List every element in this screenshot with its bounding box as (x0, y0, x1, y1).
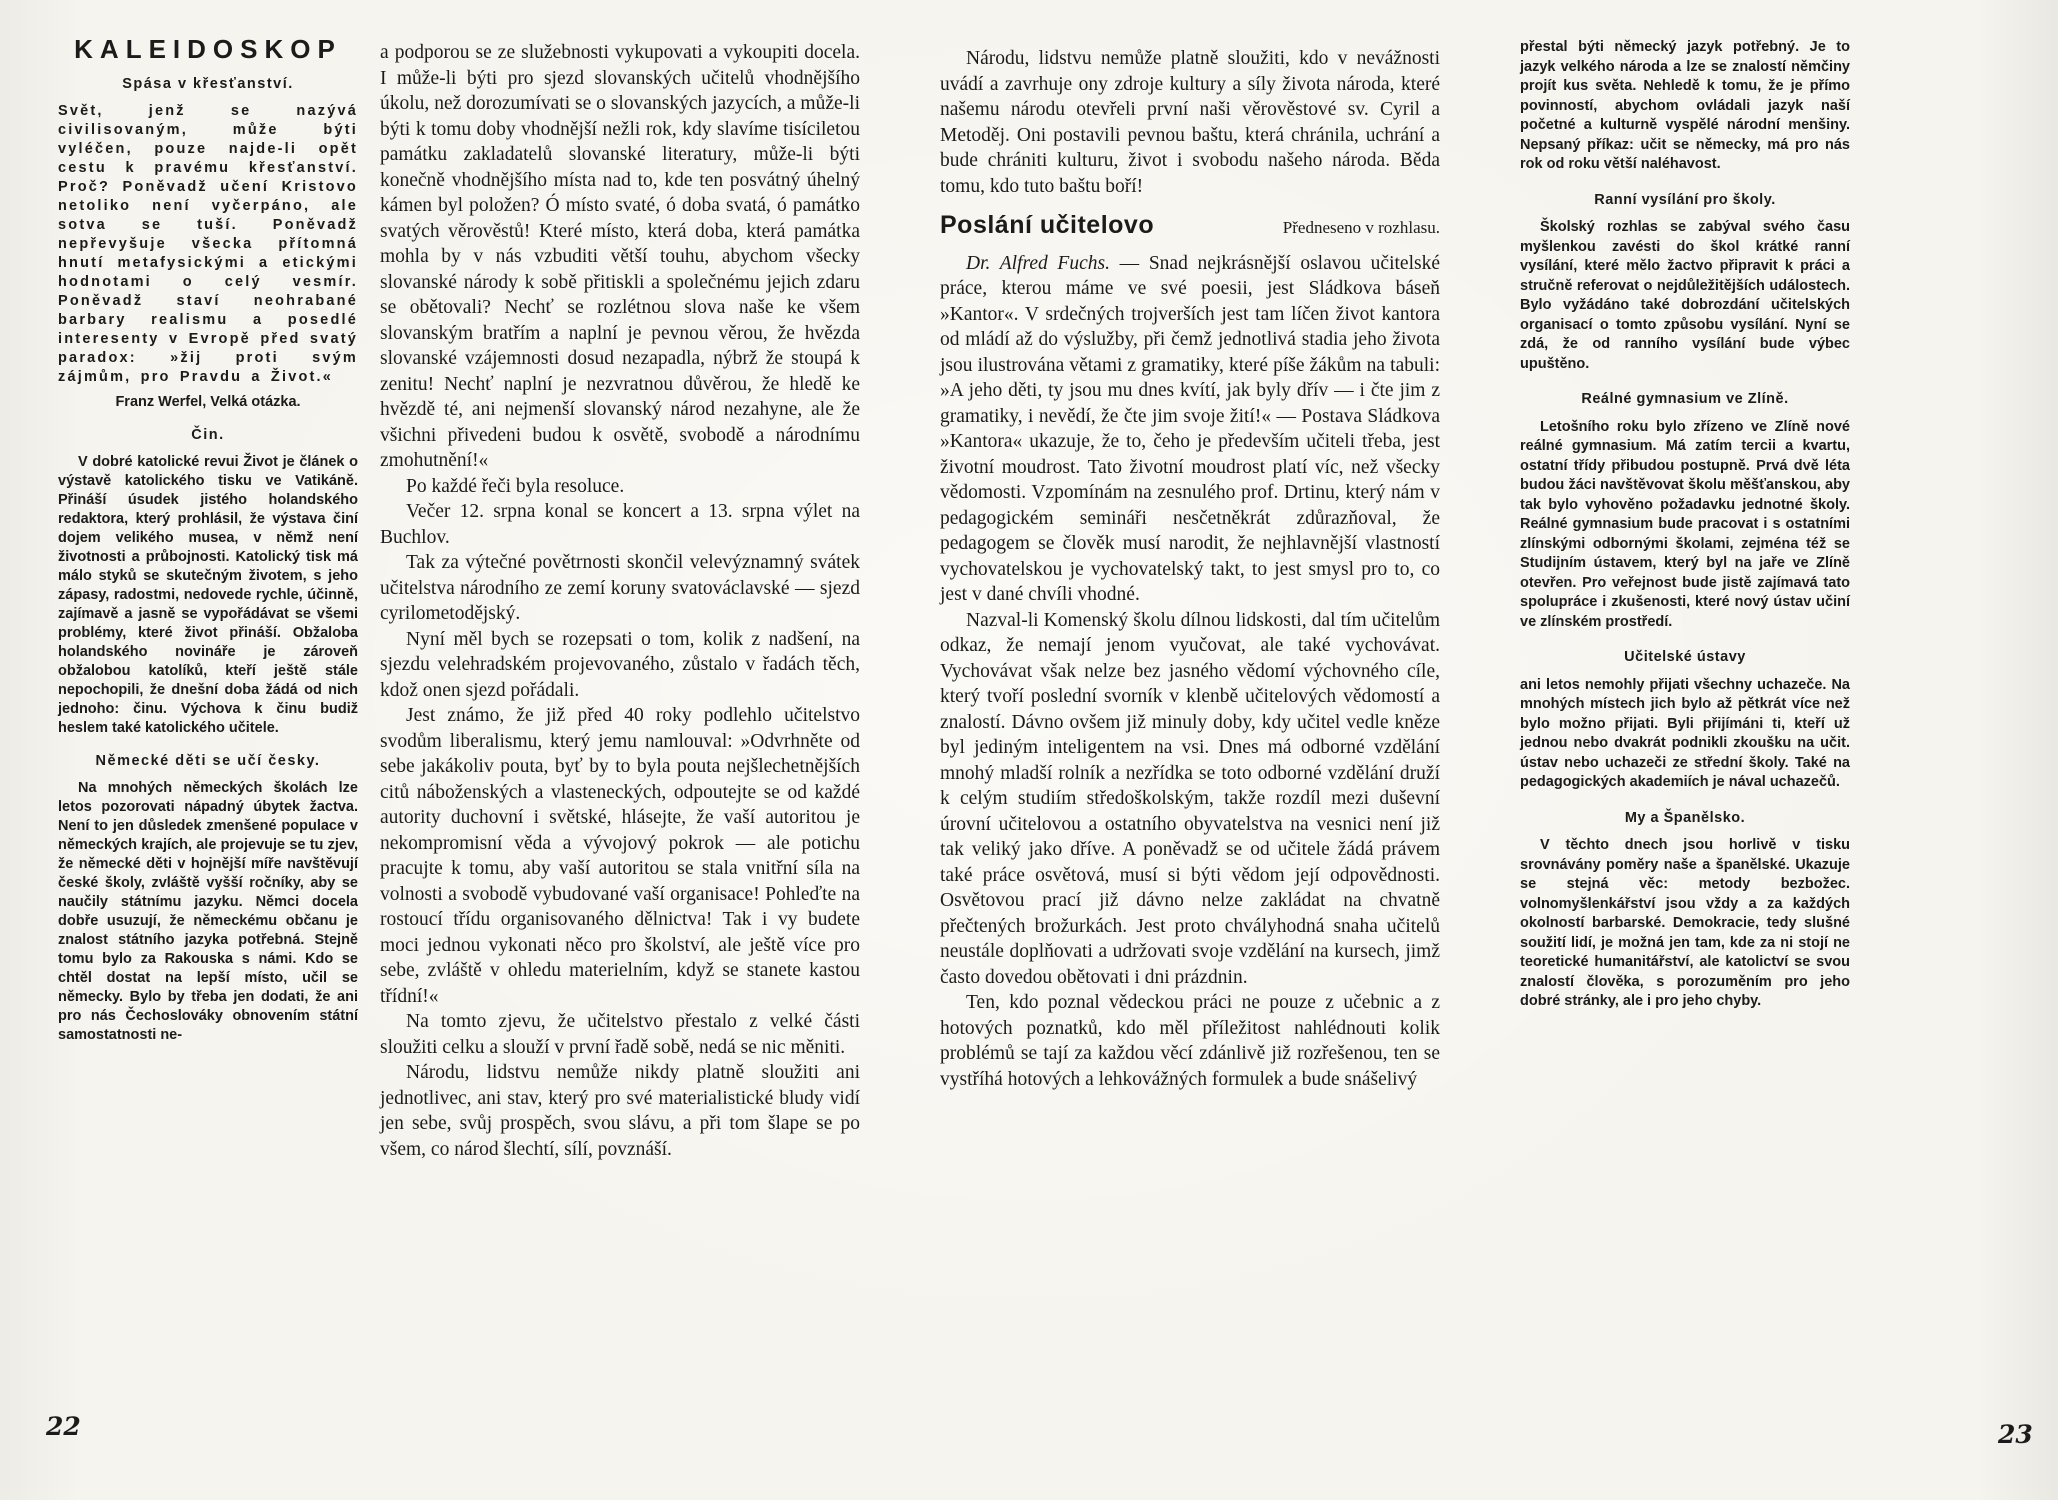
paragraph: Jest známo, že již před 40 roky podlehlo učitelstvo svodům liberalismu, který jemu namlouval: »Odvrhněte od sebe jakákoliv pouta, byť by to byla pouta nejšlechetnějších citů náboženských a vlasteneckých, odpoutejte se od každé autority duchovní i světské, hlásejte, že vaší autoritou je nekompromisní věda a vývojový pokrok — ale potichu pracujte k tomu, aby vaší autoritou se stala vnitřní síla na volnosti a svobodě vybudované vaší organisace! Pohleďte na rostoucí třídu organisovaného dělnictva! Tak i vy budete moci jednou vykonati něco pro školství, ale ještě více pro sebe, zvláště v ohledu materielním, když se stanete kastou třídní!« (380, 705, 860, 1007)
page-number-left: 22 (46, 1412, 81, 1441)
paragraph: Národu, lidstvu nemůže nikdy platně sloužiti ani jednotlivec, ani stav, který pro své materialistické bludy vidí jen sebe, svůj prospěch, svou slávu, a při tom šlape se po všem, co národ šlechtí, sílí, povznáší. (380, 1062, 860, 1160)
column-kaleidoskop (58, 34, 358, 1045)
article-byline: Předneseno v rozhlasu. (1282, 218, 1440, 237)
subheading-spasa: Spása v křesťanství. (122, 76, 294, 92)
paragraph: Večer 12. srpna konal se koncert a 13. srpna výlet na Buchlov. (380, 501, 860, 548)
paragraph-continuation: Národu, lidstvu nemůže platně sloužiti, kdo v nevážnosti uvádí a zavrhuje ony zdroje kultury a síly života národa, které našemu národu otevřeli první naši věrověstové sv. Cyril a Metoděj. Oni postavili pevnou baštu, která chránila, uchrání a bude chrániti kulturu, život i svobodu našeho národa. Běda tomu, kdo tuto baštu boří! (940, 48, 1440, 197)
paragraph-cin: V dobré katolické revui Život je článek o výstavě katolického tisku ve Vatikáně. Přináší úsudek jistého holandského redaktora, který prohlásil, že výstava činí dojem velikého musea, v němž není životnosti a průbojnosti. Katolický tisk má málo styků se skutečným životem, s jeho zápasy, radostmi, nedovede rychle, účinně, zajímavě a jasně se vypořádávat se všemi problémy, které život přináší. Obžaloba holandského novináře je zároveň obžalobou katolíků, kteří ještě stále nepochopili, že dnešní doba žádá od nich jednoho: činu. Výchova k činu budiž heslem také katolického učitele. (58, 454, 358, 736)
paragraph: Nyní měl bych se rozepsati o tom, kolik z nadšení, na sjezdu velehradském projevovaného, zůstalo v řadách těch, kdož onen sjezd pořádali. (380, 628, 860, 701)
paragraph-lead (940, 251, 1440, 608)
column-article-left (380, 40, 860, 1162)
paragraph: Na tomto zjevu, že učitelstvo přestalo z velké části sloužiti celku a slouží v první řadě sobě, nedá se nic měniti. (380, 1011, 860, 1058)
paragraph-ucitelske-ustavy: ani letos nemohly přijati všechny uchazeče. Na mnohých místech jich bylo až pětkrát více než bylo možno přijati. Byli přijímáni ti, kteří už jednou nebo dvakrát podnikli zkoušku na učit. ústav nebo uchazeči ze střední školy. Také na pedagogických akademiích je nával uchazečů. (1520, 676, 1850, 790)
paragraph: Po každé řeči byla resoluce. (406, 475, 625, 497)
subheading-cin: Čin. (191, 427, 225, 443)
article-title: Poslání učitelovo (940, 211, 1155, 239)
article-header (940, 213, 1440, 241)
paragraph-werfel-quote: Svět, jenž se nazývá civilisovaným, může býti vyléčen, pouze najde-li opět cestu k pravému křesťanství. Proč? Poněvadž učení Kristovo netoliko není vyčerpáno, ale sotva se tuší. Poněvadž nepřevyšuje všecka přítomná hnutí metafysickými a etickými hodnotami o celý vesmír. Poněvadž staví neohrabané barbary realismu a posedlé interesenty v Evropě před svatý paradox: »žij proti svým zájmům, pro Pravdu a Život.« (58, 103, 358, 385)
paragraph-nemecke-deti: Na mnohých německých školách lze letos pozorovati nápadný úbytek žactva. Není to jen důsledek zmenšené populace v německých krajích, ale projevuje se tu zjev, že německé děti v hojnější míře navštěvují české školy, zvláště vyšší ročníky, aby se naučily státnímu jazyku. Němci docela dobře usuzují, že německému občanu je znalost státního jazyka potřebná. Stejně tomu bylo za Rakouska s námi. Kdo se chtěl dostat na lepší místo, učil se německy. Bylo by třeba jen dodati, že ani pro nás Čechoslováky obnovením státní samostatnosti ne- (58, 780, 358, 1043)
attribution-werfel: Franz Werfel, Velká otázka. (115, 394, 301, 410)
paragraph: Ten, kdo poznal vědeckou práci ne pouze z učebnic a z hotových poznatků, kdo měl příležitost nahlédnouti kolik problémů se tají za každou věcí zdánlivě již rozřešenou, ten se vystříhá hotových a lehkovážných formulek a bude snášelivý (940, 992, 1440, 1090)
column-news (1520, 38, 1850, 1012)
page-number-right: 23 (1998, 1420, 2033, 1449)
paragraph: Tak za výtečné povětrnosti skončil velevýznamný svátek učitelstva národního ze zemí koruny svatováclavské — sjezd cyrilometodějský. (380, 552, 860, 624)
section-title-kaleidoskop: KALEIDOSKOP (74, 34, 342, 64)
paragraph-realne-gymnasium: Letošního roku bylo zřízeno ve Zlíně nové reálné gymnasium. Má zatím tercii a kvartu, ostatní třídy přibudou postupně. Prvá dvě léta budou žáci navštěvovat školu měšťanskou, aby tak bylo vyhověno požadavku jednotné školy. Reálné gymnasium bude pracovat i s ostatními zlínskými odbornými školami, zejména též se Studijním ústavem, který byl na jaře ve Zlíně otevřen. Pro veřejnost bude jistě zajímavá tato spolupráce i zkušenosti, které nový ústav učiní ve zlínském prostředí. (1520, 418, 1850, 630)
author-name: Dr. Alfred Fuchs. (966, 252, 1110, 274)
subheading-ranni-vysilani: Ranní vysílání pro školy. (1594, 191, 1776, 208)
lead-text: — Snad nejkrásnější oslavou učitelské práce, kterou máme ve své poesii, jest Sládkova báseň »Kantor«. V srdečných trojverších jest tam líčen život kantora od mládí až do výslužby, při čemž jednotlivá stadia jeho života jsou ilustrována větami z gramatiky, které píše žákům na tabuli: »A jeho děti, ty jsou mu dnes kvítí, jak byly dřív — i čte jim z gramatiky, i nevědí, že čte jim svoje žití!« — Postava Sládkova »Kantora« ukazuje, že to, čeho je především učiteli třeba, jest životní moudrost. Tato životní moudrost platí víc, než všecky vědomosti. Vzpomínám na zesnulého prof. Drtinu, který nám v pedagogickém semináři nesčetněkrát zdůrazňoval, že pedagogem se člověk musí narodit, že nejhlavnější vlastností vychovatelskou je vychovatelský takt, to jest smysl pro to, co jest v dané chvíli vhodné. (940, 252, 1440, 605)
paragraph-ranni-vysilani: Školský rozhlas se zabýval svého času myšlenkou zavésti do škol krátké ranní vysílání, které mělo žactvo připravit k práci a stručně referovat o nejdůležitějších událostech. Bylo vyžádáno také dobrozdání učitelských organisací o tomto způsobu vysílání. Nyní se zdá, že od ranního vysílání bude výbec upuštěno. (1520, 219, 1850, 372)
paragraph: Nazval-li Komenský školu dílnou lidskosti, dal tím učitelům odkaz, že nemají jenom vyučovat, ale také vychovávat. Vychovávat však nelze bez jasného vědomí výchovného cíle, který tvoří poslední svorník v klenbě učitelových vědomostí a znalostí. Dávno ovšem již minuly doby, kdy učitel vedle kněze byl jediným inteligentem na vsi. Dnes má odborné vzdělání mnohý mladší rolník a nezřídka se toto odborné vzdělání druží k celým studiím středoškolským, takže rozdíl mezi duševní úrovní učitelovou a ostatního obyvatelstva na vesnici není již tak veliký jako dříve. A poněvadž se od učitele žádá právem také práce osvětová, musí si býti vědom její odpovědnosti. Osvětovou prací již dávno nelze zakládat na chvatně přečtených brožurkách. Jest proto chvályhodná snaha učitelů neustále doplňovati a udržovati svoje vzdělání na kursech, jimž často dovedou obětovati i dni prázdnin. (940, 609, 1440, 988)
column-article-right (940, 46, 1440, 1092)
subheading-nemecke-deti: Německé děti se učí česky. (95, 753, 321, 769)
subheading-my-a-spanelsko: My a Španělsko. (1624, 809, 1746, 826)
paragraph: a podporou se ze služebnosti vykupovati a vykoupiti docela. I může-li býti pro sjezd slovanských učitelů vhodnějšího úkolu, než dorozumívati se o slovanských jazycích, a může-li býti k tomu doby vhodnější nežli rok, kdy slavíme tisíciletou památku zakladatelů slovanské literatury, může-li býti konečně vhodnějšího místa nad to, kde ten posvátný úhelný kámen byl položen? Ó místo svaté, ó doba svatá, ó památko svatých věrověstů! Které místo, která doba, která památka mohla by v nás vzbuditi větší touhu, abychom všecky slovanské národy k sobě přitiskli a společnému jejich zdaru se obětovali? Nechť se rozlétnou slova naše ke všem slovanským bratřím a naplní je pevnou věrou, že hvězda slovanské vzájemnosti dosud nezapadla, nýbrž že stoupá k zenitu! Nechť naplní je nezvratnou důvěrou, že hledě ke hvězdě té, ani nejmenší slovanský národ nezahyne, ale že všichni přivedeni budou k osvětě, svobodě a národnímu zmohutnění!« (380, 42, 860, 471)
paragraph-nemecky-jazyk: přestal býti německý jazyk potřebný. Je to jazyk velkého národa a lze se znalostí němčiny projít kus světa. Nehledě k tomu, že je přímo povinností, abychom ovládali jazyk naší početné a kulturně vyspělé národní menšiny. Nepsaný příkaz: učit se německy, má pro nás rok od roku větší naléhavost. (1520, 39, 1850, 172)
paragraph-my-a-spanelsko: V těchto dnech jsou horlivě v tisku srovnávány poměry naše a španělské. Ukazuje se stejná věc: metody bezbožec. volnomyšlenkářství jsou vždy a za každých okolností barbarské. Demokracie, tedy slušné soužití lidí, je možná jen tam, kde za ni stojí ne teoretické humanitářství, ale katolictví se svou znalostí člověka, s porozuměním pro jeho dobré stránky, ale i pro jeho chyby. (1520, 837, 1850, 1009)
subheading-ucitelske-ustavy: Učitelské ústavy (1624, 649, 1746, 665)
subheading-realne-gymnasium: Reálné gymnasium ve Zlíně. (1581, 391, 1789, 407)
